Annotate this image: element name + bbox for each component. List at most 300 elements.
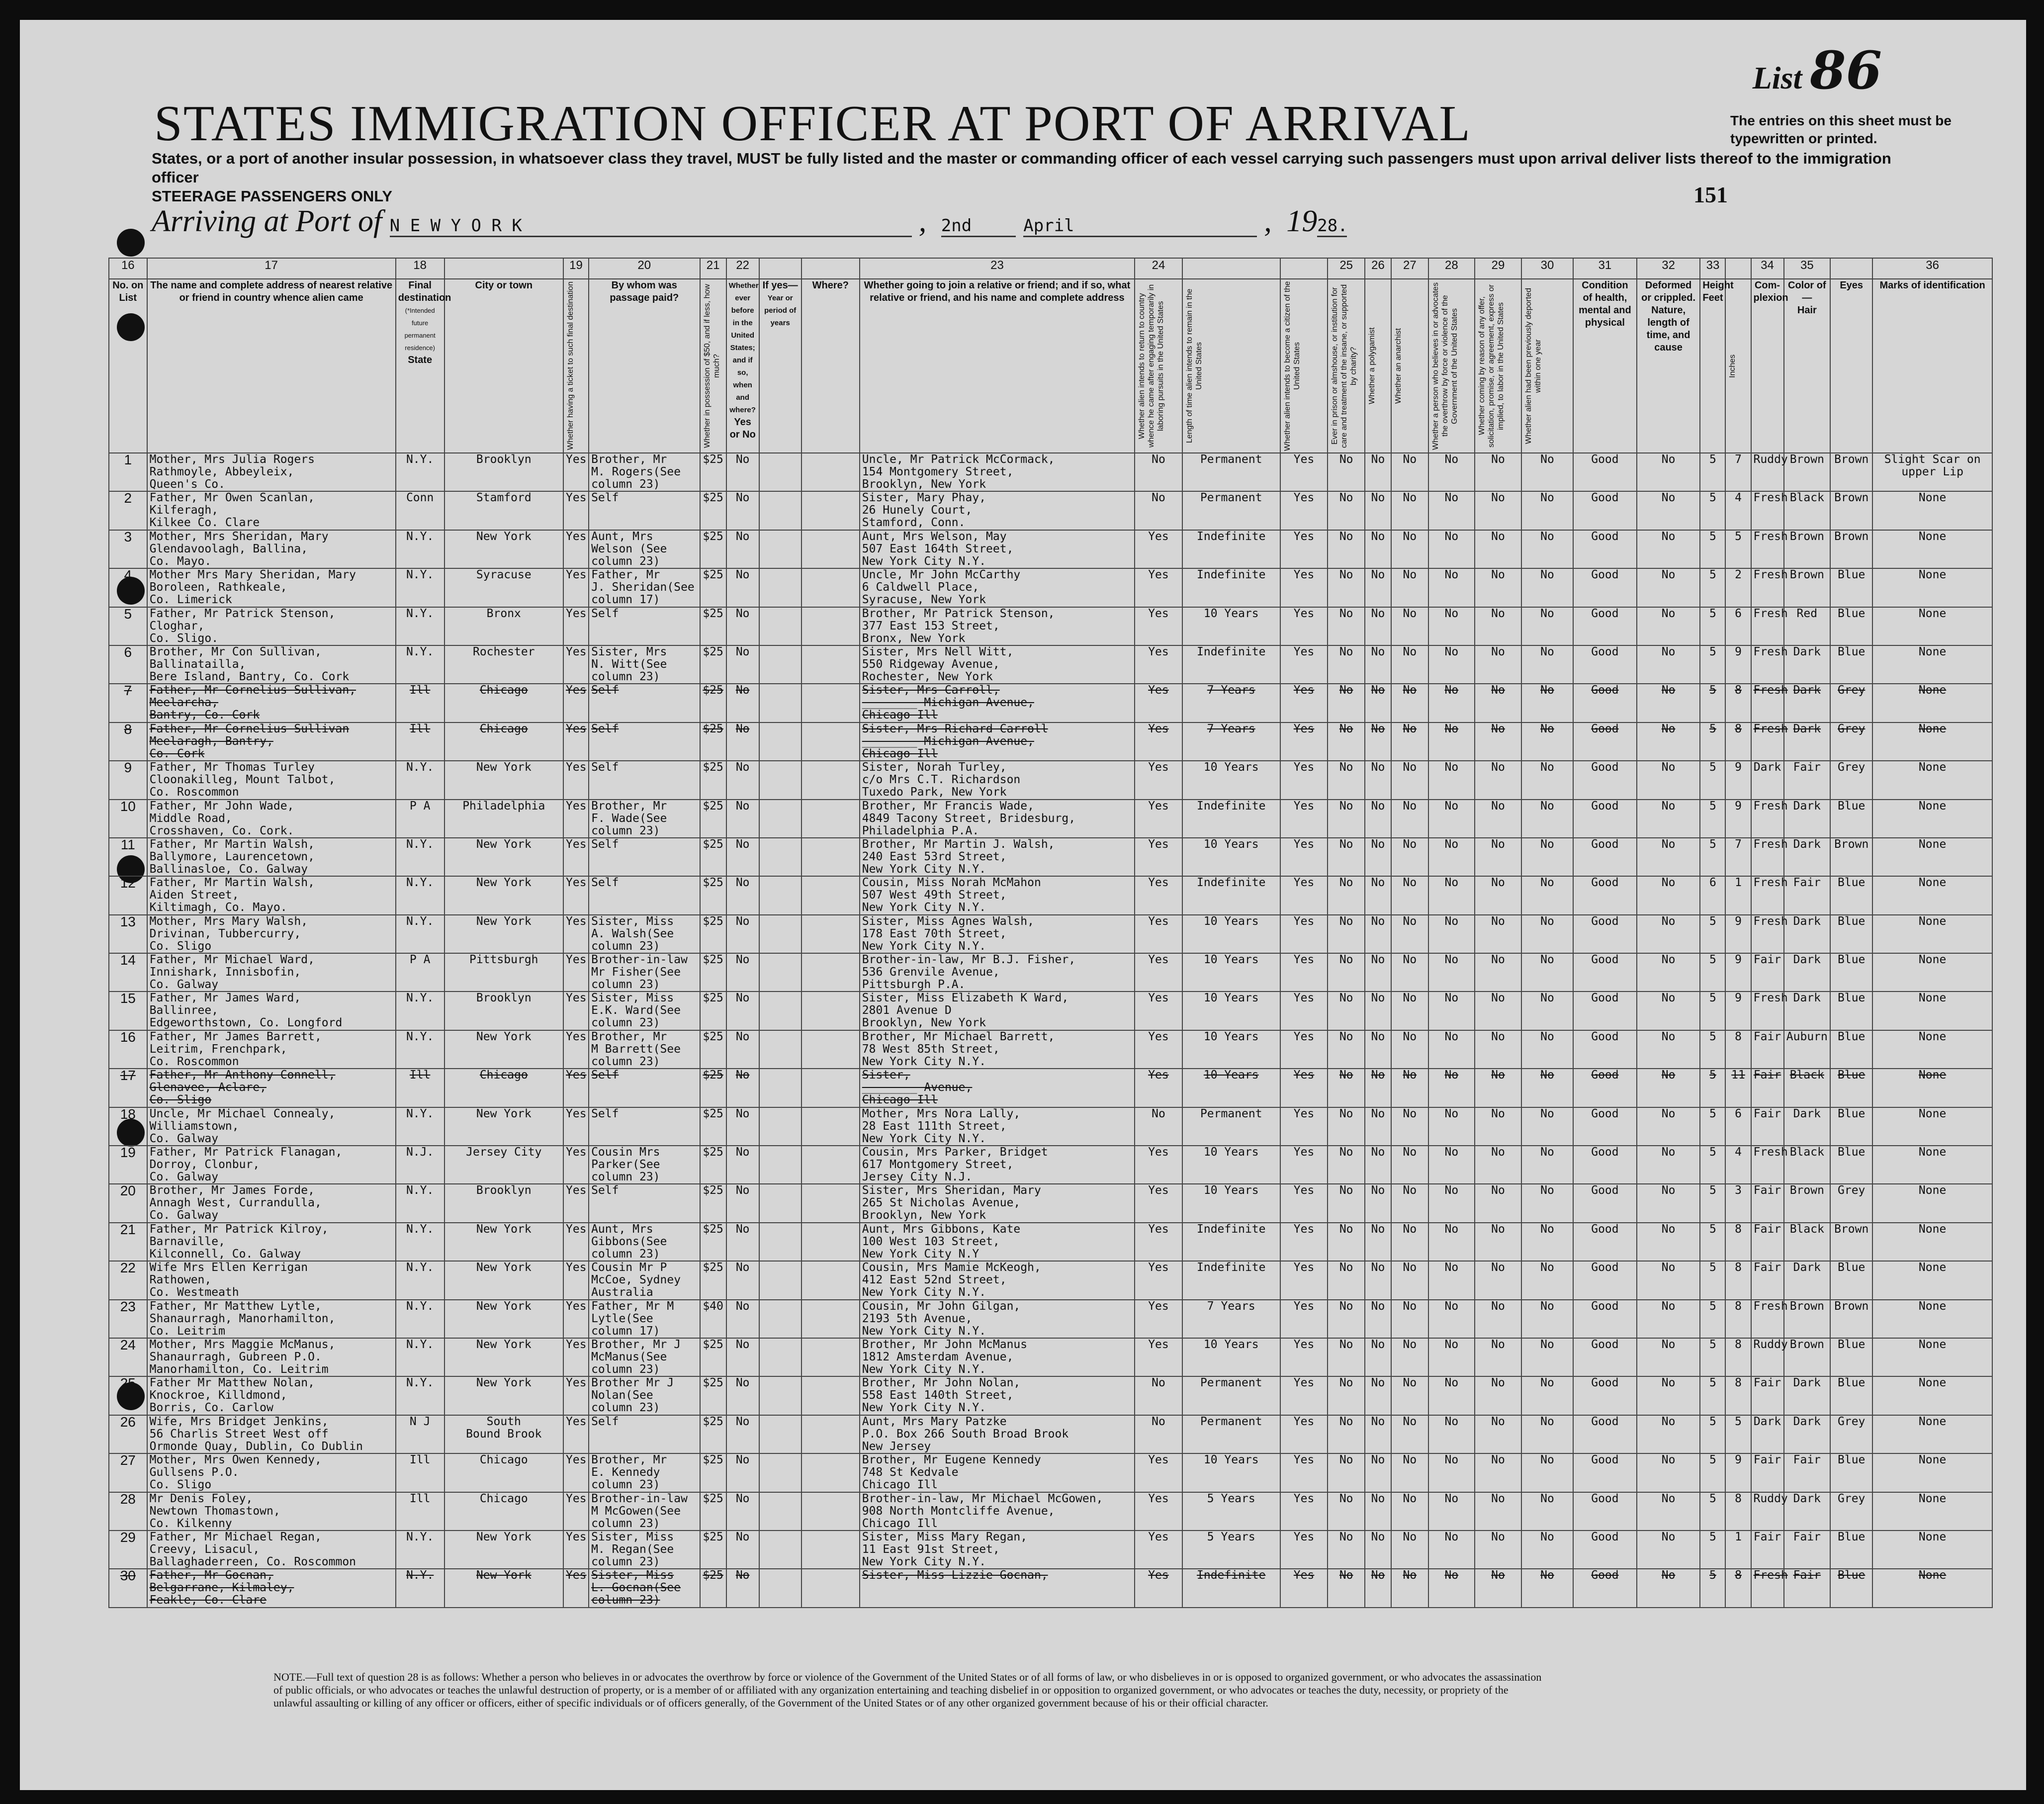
height-inches-cell: 8	[1725, 1030, 1751, 1069]
where-in-us-cell	[801, 722, 860, 761]
height-inches-cell: 9	[1725, 953, 1751, 992]
deformed-cell: No	[1637, 838, 1700, 876]
identification-marks-cell: None	[1872, 800, 1992, 838]
overthrow-cell: No	[1428, 1107, 1475, 1146]
city-cell: Brooklyn	[444, 453, 563, 491]
identification-marks-cell: None	[1872, 607, 1992, 645]
passenger-row	[109, 1184, 1992, 1222]
hair-color-cell: Dark	[1784, 722, 1831, 761]
city-cell: New York	[444, 1531, 563, 1569]
header-paid: By whom was passage paid?	[589, 279, 700, 453]
identification-marks-cell: None	[1872, 761, 1992, 799]
identification-marks-cell: None	[1872, 1146, 1992, 1184]
health-cell: Good	[1573, 1338, 1637, 1376]
column-number: 36	[1872, 258, 1992, 279]
height-feet-cell: 5	[1700, 953, 1725, 992]
height-inches-cell: 5	[1725, 1415, 1751, 1453]
anarchist-cell: No	[1391, 761, 1428, 799]
years-in-us-cell	[759, 1569, 801, 1607]
anarchist-cell: No	[1391, 1338, 1428, 1376]
list-number	[1753, 40, 1882, 101]
where-in-us-cell	[801, 953, 860, 992]
hair-color-cell: Brown	[1784, 1184, 1831, 1222]
purpose-citizen-cell: Yes	[1280, 607, 1328, 645]
column-number: 31	[1573, 258, 1637, 279]
money-cell: $25	[700, 1184, 726, 1222]
state-cell: N.Y.	[396, 530, 444, 568]
before-in-us-cell: No	[726, 761, 759, 799]
complexion-cell: Dark	[1751, 1415, 1784, 1453]
purpose-citizen-cell: Yes	[1280, 1453, 1328, 1492]
header-complexion: Com-plexion	[1751, 279, 1784, 453]
overthrow-cell: No	[1428, 876, 1475, 914]
page-number: 151	[1693, 182, 1728, 207]
passage-paid-by-cell: Sister, Miss M. Regan(See column 23)	[589, 1531, 700, 1569]
before-in-us-cell: No	[726, 684, 759, 722]
complexion-cell: Fair	[1751, 1531, 1784, 1569]
deformed-cell: No	[1637, 1376, 1700, 1415]
hair-color-cell: Dark	[1784, 645, 1831, 684]
complexion-cell: Fresh	[1751, 1146, 1784, 1184]
offer-cell: No	[1475, 1569, 1521, 1607]
city-cell: New York	[444, 1376, 563, 1415]
height-feet-cell: 5	[1700, 645, 1725, 684]
identification-marks-cell: None	[1872, 722, 1992, 761]
deported-cell: No	[1521, 1569, 1573, 1607]
relative-address-cell: Father, Mr Michael Ward, Innishark, Innisbofin, Co. Galway	[147, 953, 396, 992]
complexion-cell: Fresh	[1751, 645, 1784, 684]
hair-color-cell: Dark	[1784, 1261, 1831, 1299]
deported-cell: No	[1521, 1030, 1573, 1069]
hair-color-cell: Red	[1784, 607, 1831, 645]
deformed-cell: No	[1637, 992, 1700, 1030]
deformed-cell: No	[1637, 953, 1700, 992]
identification-marks-cell: None	[1872, 876, 1992, 914]
height-inches-cell: 7	[1725, 838, 1751, 876]
prison-cell: No	[1328, 453, 1364, 491]
prison-cell: No	[1328, 491, 1364, 530]
row-number-cell: 3	[109, 530, 147, 568]
relative-address-cell: Father, Mr Matthew Lytle, Shanaurragh, Manorhamilton, Co. Leitrim	[147, 1300, 396, 1338]
prison-cell: No	[1328, 722, 1364, 761]
city-cell: New York	[444, 876, 563, 914]
height-inches-cell: 9	[1725, 800, 1751, 838]
before-in-us-cell: No	[726, 1453, 759, 1492]
state-cell: N.Y.	[396, 1107, 444, 1146]
ticket-cell: Yes	[563, 1069, 589, 1107]
complexion-cell: Fresh	[1751, 992, 1784, 1030]
height-inches-cell: 9	[1725, 645, 1751, 684]
money-cell: $25	[700, 491, 726, 530]
purpose-citizen-cell: Yes	[1280, 1338, 1328, 1376]
purpose-return-cell: Yes	[1135, 1569, 1182, 1607]
row-number-cell: 16	[109, 1030, 147, 1069]
purpose-length-cell: 10 Years	[1182, 761, 1280, 799]
money-cell: $25	[700, 838, 726, 876]
city-cell: Chicago	[444, 1069, 563, 1107]
deformed-cell: No	[1637, 1030, 1700, 1069]
state-cell: N.Y.	[396, 1300, 444, 1338]
relative-address-cell: Father, Mr Martin Walsh, Ballymore, Laurencetown, Ballinasloe, Co. Galway	[147, 838, 396, 876]
money-cell: $25	[700, 915, 726, 953]
identification-marks-cell: None	[1872, 1492, 1992, 1531]
health-cell: Good	[1573, 1492, 1637, 1531]
money-cell: $25	[700, 684, 726, 722]
before-in-us-cell: No	[726, 1415, 759, 1453]
passage-paid-by-cell: Self	[589, 607, 700, 645]
purpose-return-cell: Yes	[1135, 1300, 1182, 1338]
joining-relative-cell: Brother, Mr Eugene Kennedy 748 St Kedvale Chicago Ill	[860, 1453, 1135, 1492]
header-inches: Inches	[1725, 279, 1751, 453]
years-in-us-cell	[759, 1107, 801, 1146]
money-cell: $25	[700, 1261, 726, 1299]
identification-marks-cell: None	[1872, 1300, 1992, 1338]
overthrow-cell: No	[1428, 953, 1475, 992]
city-cell: New York	[444, 1338, 563, 1376]
passage-paid-by-cell: Brother, Mr M Barrett(See column 23)	[589, 1030, 700, 1069]
years-in-us-cell	[759, 838, 801, 876]
passage-paid-by-cell: Sister, Miss A. Walsh(See column 23)	[589, 915, 700, 953]
overthrow-cell: No	[1428, 1531, 1475, 1569]
hair-color-cell: Dark	[1784, 992, 1831, 1030]
identification-marks-cell: None	[1872, 530, 1992, 568]
height-feet-cell: 5	[1700, 1223, 1725, 1261]
anarchist-cell: No	[1391, 1531, 1428, 1569]
height-inches-cell: 2	[1725, 568, 1751, 607]
polygamist-cell: No	[1365, 1300, 1391, 1338]
joining-relative-cell: Cousin, Mrs Mamie McKeogh, 412 East 52nd Street, New York City N.Y.	[860, 1261, 1135, 1299]
identification-marks-cell: None	[1872, 1415, 1992, 1453]
health-cell: Good	[1573, 1261, 1637, 1299]
polygamist-cell: No	[1365, 1146, 1391, 1184]
state-cell: Ill	[396, 722, 444, 761]
where-in-us-cell	[801, 838, 860, 876]
height-feet-cell: 5	[1700, 1531, 1725, 1569]
height-feet-cell: 5	[1700, 1300, 1725, 1338]
row-number-cell: 1	[109, 453, 147, 491]
deformed-cell: No	[1637, 1338, 1700, 1376]
polygamist-cell: No	[1365, 1184, 1391, 1222]
purpose-citizen-cell: Yes	[1280, 953, 1328, 992]
before-in-us-cell: No	[726, 645, 759, 684]
prison-cell: No	[1328, 838, 1364, 876]
passage-paid-by-cell: Self	[589, 1069, 700, 1107]
height-inches-cell: 1	[1725, 1531, 1751, 1569]
where-in-us-cell	[801, 992, 860, 1030]
row-number-cell: 24	[109, 1338, 147, 1376]
column-number: 17	[147, 258, 396, 279]
city-cell: Brooklyn	[444, 992, 563, 1030]
joining-relative-cell: Brother-in-law, Mr Michael McGowen, 908 North Montcliffe Avenue, Chicago Ill	[860, 1492, 1135, 1531]
purpose-citizen-cell: Yes	[1280, 1376, 1328, 1415]
hair-color-cell: Brown	[1784, 1338, 1831, 1376]
prison-cell: No	[1328, 1107, 1364, 1146]
yes-no-label: Yes or No	[729, 417, 756, 440]
joining-relative-cell: Sister, Miss Agnes Walsh, 178 East 70th Street, New York City N.Y.	[860, 915, 1135, 953]
purpose-return-cell: Yes	[1135, 684, 1182, 722]
state-cell: N.Y.	[396, 838, 444, 876]
identification-marks-cell: None	[1872, 1030, 1992, 1069]
deformed-cell: No	[1637, 684, 1700, 722]
anarchist-cell: No	[1391, 491, 1428, 530]
hair-color-cell: Dark	[1784, 915, 1831, 953]
header-overthrow: Whether a person who believes in or advocates the overthrow by force or violence of the Government of the United States	[1428, 279, 1475, 453]
eye-color-cell: Grey	[1830, 1492, 1872, 1531]
purpose-citizen-cell: Yes	[1280, 1569, 1328, 1607]
where-in-us-cell	[801, 684, 860, 722]
purpose-citizen-cell: Yes	[1280, 915, 1328, 953]
where-in-us-cell	[801, 1261, 860, 1299]
years-in-us-cell	[759, 1338, 801, 1376]
purpose-length-cell: 10 Years	[1182, 1069, 1280, 1107]
overthrow-cell: No	[1428, 761, 1475, 799]
height-feet-cell: 5	[1700, 1376, 1725, 1415]
deformed-cell: No	[1637, 1569, 1700, 1607]
column-number: 19	[563, 258, 589, 279]
identification-marks-cell: None	[1872, 838, 1992, 876]
purpose-return-cell: Yes	[1135, 1492, 1182, 1531]
city-cell: New York	[444, 1223, 563, 1261]
row-number-cell: 21	[109, 1223, 147, 1261]
money-cell: $25	[700, 1531, 726, 1569]
purpose-return-cell: No	[1135, 491, 1182, 530]
anarchist-cell: No	[1391, 992, 1428, 1030]
money-cell: $25	[700, 1569, 726, 1607]
passenger-row	[109, 876, 1992, 914]
joining-relative-cell: Uncle, Mr John McCarthy 6 Caldwell Place, Syracuse, New York	[860, 568, 1135, 607]
health-cell: Good	[1573, 491, 1637, 530]
purpose-length-cell: 7 Years	[1182, 722, 1280, 761]
manifest-table	[108, 258, 1993, 1608]
header-no: No. on List	[109, 279, 147, 453]
ticket-cell: Yes	[563, 645, 589, 684]
eye-color-cell: Blue	[1830, 1030, 1872, 1069]
purpose-citizen-cell: Yes	[1280, 568, 1328, 607]
ticket-cell: Yes	[563, 876, 589, 914]
relative-address-cell: Wife Mrs Ellen Kerrigan Rathowen, Co. Westmeath	[147, 1261, 396, 1299]
hair-color-cell: Dark	[1784, 1376, 1831, 1415]
eye-color-cell: Blue	[1830, 568, 1872, 607]
ticket-cell: Yes	[563, 684, 589, 722]
ticket-cell: Yes	[563, 1569, 589, 1607]
deformed-cell: No	[1637, 1146, 1700, 1184]
header-eyes: Eyes	[1830, 279, 1872, 453]
deformed-cell: No	[1637, 761, 1700, 799]
passage-paid-by-cell: Self	[589, 876, 700, 914]
overthrow-cell: No	[1428, 1492, 1475, 1531]
polygamist-cell: No	[1365, 1492, 1391, 1531]
eye-color-cell: Blue	[1830, 1569, 1872, 1607]
row-number-cell: 30	[109, 1569, 147, 1607]
ticket-cell: Yes	[563, 992, 589, 1030]
offer-cell: No	[1475, 684, 1521, 722]
offer-cell: No	[1475, 876, 1521, 914]
column-number: 25	[1328, 258, 1364, 279]
deported-cell: No	[1521, 453, 1573, 491]
height-inches-cell: 5	[1725, 530, 1751, 568]
relative-address-cell: Mother, Mrs Maggie McManus, Shanaurragh, Gubreen P.O. Manorhamilton, Co. Leitrim	[147, 1338, 396, 1376]
hair-color-cell: Auburn	[1784, 1030, 1831, 1069]
prison-cell: No	[1328, 1300, 1364, 1338]
hair-color-cell: Fair	[1784, 761, 1831, 799]
prison-cell: No	[1328, 684, 1364, 722]
passenger-row	[109, 915, 1992, 953]
polygamist-cell: No	[1365, 800, 1391, 838]
prison-cell: No	[1328, 1184, 1364, 1222]
where-in-us-cell	[801, 491, 860, 530]
purpose-citizen-cell: Yes	[1280, 684, 1328, 722]
before-in-us-cell: No	[726, 1300, 759, 1338]
money-cell: $25	[700, 1415, 726, 1453]
identification-marks-cell: None	[1872, 915, 1992, 953]
height-feet-cell: 5	[1700, 453, 1725, 491]
joining-relative-cell: Uncle, Mr Patrick McCormack, 154 Montgomery Street, Brooklyn, New York	[860, 453, 1135, 491]
where-in-us-cell	[801, 1531, 860, 1569]
ticket-cell: Yes	[563, 1453, 589, 1492]
passage-paid-by-cell: Self	[589, 1184, 700, 1222]
offer-cell: No	[1475, 1184, 1521, 1222]
relative-address-cell: Mother, Mrs Julia Rogers Rathmoyle, Abbeyleix, Queen's Co.	[147, 453, 396, 491]
height-inches-cell: 9	[1725, 992, 1751, 1030]
purpose-return-cell: Yes	[1135, 1338, 1182, 1376]
joining-relative-cell: Aunt, Mrs Welson, May 507 East 164th Street, New York City N.Y.	[860, 530, 1135, 568]
row-number-cell: 10	[109, 800, 147, 838]
height-feet-cell: 5	[1700, 684, 1725, 722]
polygamist-cell: No	[1365, 1531, 1391, 1569]
money-cell: $25	[700, 1146, 726, 1184]
offer-cell: No	[1475, 1531, 1521, 1569]
health-cell: Good	[1573, 1300, 1637, 1338]
row-number-cell: 18	[109, 1107, 147, 1146]
offer-cell: No	[1475, 1300, 1521, 1338]
before-in-us-cell: No	[726, 1376, 759, 1415]
overthrow-cell: No	[1428, 992, 1475, 1030]
passage-paid-by-cell: Brother, Mr E. Kennedy column 23)	[589, 1453, 700, 1492]
passenger-row	[109, 1030, 1992, 1069]
header-hair	[1784, 279, 1831, 453]
offer-cell: No	[1475, 1492, 1521, 1531]
height-feet-cell: 5	[1700, 568, 1725, 607]
where-in-us-cell	[801, 607, 860, 645]
years-in-us-cell	[759, 491, 801, 530]
ticket-cell: Yes	[563, 1107, 589, 1146]
purpose-return-cell: No	[1135, 1107, 1182, 1146]
health-cell: Good	[1573, 607, 1637, 645]
anarchist-cell: No	[1391, 1415, 1428, 1453]
passenger-row	[109, 1492, 1992, 1531]
health-cell: Good	[1573, 915, 1637, 953]
passage-paid-by-cell: Cousin Mr P McCoe, Sydney Australia	[589, 1261, 700, 1299]
state-cell: Ill	[396, 1492, 444, 1531]
overthrow-cell: No	[1428, 1453, 1475, 1492]
anarchist-cell: No	[1391, 1376, 1428, 1415]
joining-relative-cell: Brother, Mr John Nolan, 558 East 140th Street, New York City N.Y.	[860, 1376, 1135, 1415]
city-cell: Chicago	[444, 684, 563, 722]
purpose-return-cell: No	[1135, 1415, 1182, 1453]
ticket-cell: Yes	[563, 607, 589, 645]
city-cell: New York	[444, 1107, 563, 1146]
offer-cell: No	[1475, 1453, 1521, 1492]
overthrow-cell: No	[1428, 1338, 1475, 1376]
identification-marks-cell: None	[1872, 1376, 1992, 1415]
passenger-row	[109, 684, 1992, 722]
deformed-cell: No	[1637, 1415, 1700, 1453]
deformed-cell: No	[1637, 491, 1700, 530]
purpose-length-cell: 10 Years	[1182, 1184, 1280, 1222]
state-cell: N.Y.	[396, 992, 444, 1030]
before-in-us-cell: No	[726, 800, 759, 838]
polygamist-cell: No	[1365, 453, 1391, 491]
money-cell: $25	[700, 1223, 726, 1261]
polygamist-cell: No	[1365, 1030, 1391, 1069]
joining-relative-cell: Cousin, Miss Norah McMahon 507 West 49th Street, New York City N.Y.	[860, 876, 1135, 914]
overthrow-cell: No	[1428, 453, 1475, 491]
hair-color-cell: Dark	[1784, 1107, 1831, 1146]
purpose-length-cell: Indefinite	[1182, 800, 1280, 838]
hair-color-cell: Black	[1784, 1069, 1831, 1107]
joining-relative-cell: Mother, Mrs Nora Lally, 28 East 111th Street, New York City N.Y.	[860, 1107, 1135, 1146]
ticket-cell: Yes	[563, 1531, 589, 1569]
where-in-us-cell	[801, 1415, 860, 1453]
passenger-row	[109, 568, 1992, 607]
health-cell: Good	[1573, 1415, 1637, 1453]
money-cell: $25	[700, 1492, 726, 1531]
eye-color-cell: Blue	[1830, 992, 1872, 1030]
joining-relative-cell: Sister, Mrs Nell Witt, 550 Ridgeway Avenue, Rochester, New York	[860, 645, 1135, 684]
deported-cell: No	[1521, 1107, 1573, 1146]
purpose-return-cell: Yes	[1135, 915, 1182, 953]
purpose-citizen-cell: Yes	[1280, 491, 1328, 530]
health-cell: Good	[1573, 568, 1637, 607]
identification-marks-cell: None	[1872, 1338, 1992, 1376]
overthrow-cell: No	[1428, 645, 1475, 684]
state-cell: N.Y.	[396, 1531, 444, 1569]
header-marks: Marks of identification	[1872, 279, 1992, 453]
relative-address-cell: Father, Mr Michael Regan, Creevy, Lisacul, Ballaghaderreen, Co. Roscommon	[147, 1531, 396, 1569]
height-inches-cell: 7	[1725, 453, 1751, 491]
offer-cell: No	[1475, 1030, 1521, 1069]
height-feet-cell: 5	[1700, 607, 1725, 645]
height-inches-cell: 8	[1725, 1569, 1751, 1607]
purpose-citizen-cell: Yes	[1280, 800, 1328, 838]
polygamist-cell: No	[1365, 953, 1391, 992]
complexion-cell: Fresh	[1751, 684, 1784, 722]
binder-hole	[117, 229, 145, 257]
passenger-row	[109, 761, 1992, 799]
deformed-cell: No	[1637, 1223, 1700, 1261]
eye-color-cell: Brown	[1830, 838, 1872, 876]
hair-color-cell: Dark	[1784, 1415, 1831, 1453]
eye-color-cell: Blue	[1830, 1376, 1872, 1415]
anarchist-cell: No	[1391, 1107, 1428, 1146]
polygamist-cell: No	[1365, 1261, 1391, 1299]
health-cell: Good	[1573, 1376, 1637, 1415]
money-cell: $25	[700, 453, 726, 491]
purpose-length-cell: Permanent	[1182, 1376, 1280, 1415]
purpose-length-cell: 7 Years	[1182, 1300, 1280, 1338]
joining-relative-cell: Aunt, Mrs Mary Patzke P.O. Box 266 South Broad Brook New Jersey	[860, 1415, 1135, 1453]
health-cell: Good	[1573, 1453, 1637, 1492]
purpose-length-cell: Permanent	[1182, 1107, 1280, 1146]
prison-cell: No	[1328, 800, 1364, 838]
where-in-us-cell	[801, 800, 860, 838]
height-feet-cell: 5	[1700, 530, 1725, 568]
passage-paid-by-cell: Self	[589, 761, 700, 799]
complexion-cell: Fair	[1751, 1107, 1784, 1146]
purpose-citizen-cell: Yes	[1280, 1107, 1328, 1146]
anarchist-cell: No	[1391, 915, 1428, 953]
prison-cell: No	[1328, 1338, 1364, 1376]
